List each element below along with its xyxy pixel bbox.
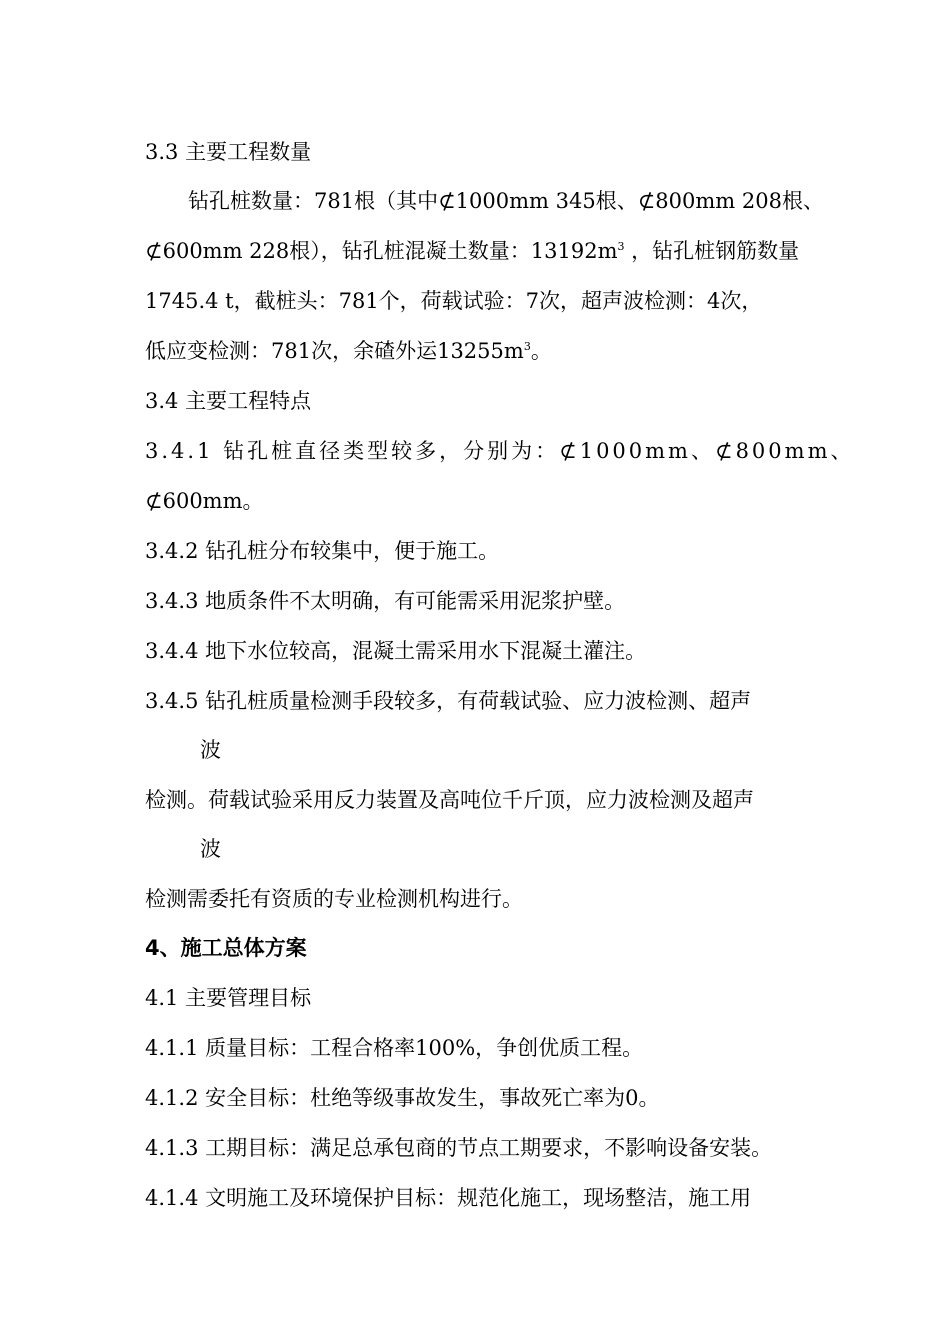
goal-item-4-1-3: 4.1.3 工期目标：满足总承包商的节点工期要求，不影响设备安装。 <box>145 1136 773 1160</box>
quantity-text: ，钻孔桩钢筋数量 <box>624 239 800 263</box>
unit-superscript: 3 <box>617 240 625 253</box>
section-4-heading: 4、施工总体方案 <box>145 936 307 960</box>
feature-item-3-4-1-continued: ⊄600mm。 <box>145 489 264 513</box>
quantity-text: 。 <box>530 339 552 363</box>
feature-item-3-4-4: 3.4.4 地下水位较高，混凝土需采用水下混凝土灌注。 <box>145 639 647 663</box>
feature-item-3-4-5: 3.4.5 钻孔桩质量检测手段较多，有荷载试验、应力波检测、超声 <box>145 689 752 713</box>
goal-item-4-1-2: 4.1.2 安全目标：杜绝等级事故发生，事故死亡率为0。 <box>145 1086 660 1110</box>
feature-item-3-4-5-wrap-2: 波 <box>200 837 221 861</box>
feature-item-3-4-5-wrap: 波 <box>200 738 221 762</box>
quantity-paragraph-line-1: 钻孔桩数量：781根（其中⊄1000mm 345根、⊄800mm 208根、 <box>188 189 824 213</box>
quantity-paragraph-line-3: 1745.4 t，截桩头：781个，荷载试验：7次，超声波检测：4次， <box>145 289 763 313</box>
section-3-3-heading: 3.3 主要工程数量 <box>145 140 312 164</box>
quantity-text: ⊄600mm 228根），钻孔桩混凝土数量：13192m <box>145 239 618 263</box>
feature-item-3-4-1: 3.4.1 钻孔桩直径类型较多，分别为：⊄1000mm、⊄800mm、 <box>145 439 855 463</box>
goal-item-4-1-1: 4.1.1 质量目标：工程合格率100%，争创优质工程。 <box>145 1036 644 1060</box>
unit-superscript: 3 <box>523 340 531 353</box>
section-4-1-heading: 4.1 主要管理目标 <box>145 986 312 1010</box>
quantity-paragraph-line-2 <box>145 237 799 265</box>
quantity-paragraph-line-4 <box>145 337 552 365</box>
feature-item-3-4-5-continued: 检测。荷载试验采用反力装置及高吨位千斤顶，应力波检测及超声 <box>145 788 754 812</box>
goal-item-4-1-4: 4.1.4 文明施工及环境保护目标：规范化施工，现场整洁，施工用 <box>145 1186 752 1210</box>
feature-item-3-4-5-continued-2: 检测需委托有资质的专业检测机构进行。 <box>145 887 523 911</box>
section-3-4-heading: 3.4 主要工程特点 <box>145 389 312 413</box>
feature-item-3-4-3: 3.4.3 地质条件不太明确，有可能需采用泥浆护壁。 <box>145 589 626 613</box>
feature-item-3-4-2: 3.4.2 钻孔桩分布较集中，便于施工。 <box>145 539 500 563</box>
quantity-text: 低应变检测：781次，余碴外运13255m <box>145 339 524 363</box>
